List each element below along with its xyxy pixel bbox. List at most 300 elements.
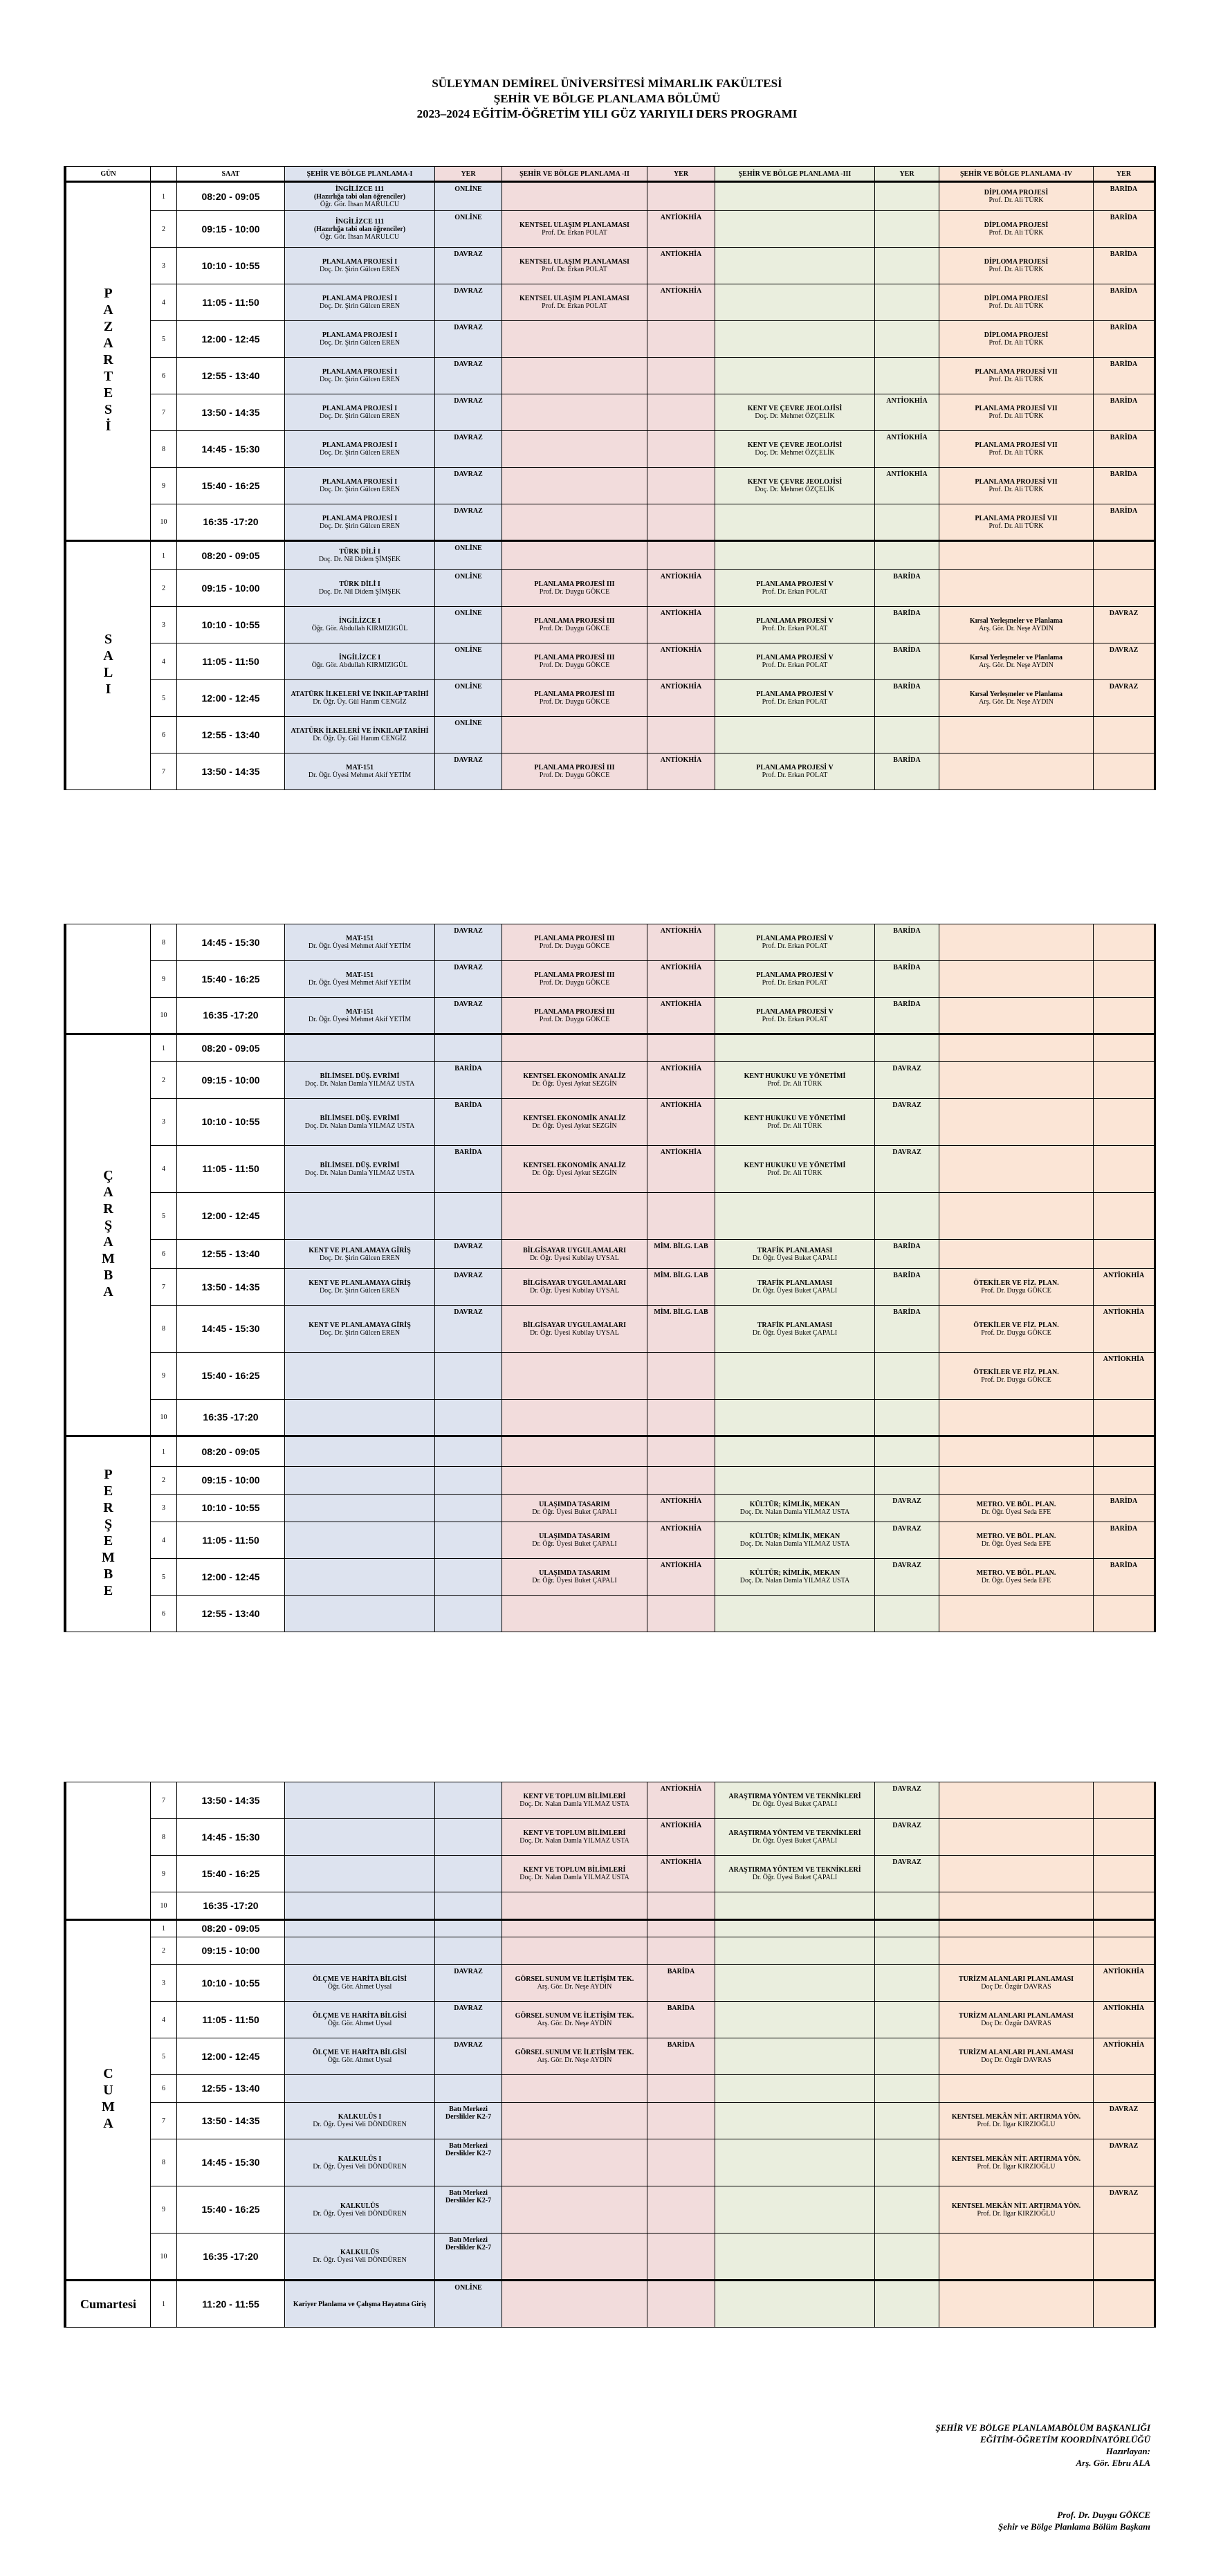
instructor-name: Doç. Dr. Nalan Damla YILMAZ USTA bbox=[519, 1837, 629, 1845]
course-name: PLANLAMA PROJESİ I bbox=[322, 514, 398, 522]
footer-line-3: Hazırlayan: bbox=[1105, 2446, 1150, 2456]
course-cell-1 bbox=[285, 211, 435, 248]
instructor-name: Prof. Dr. Duygu GÖKCE bbox=[539, 979, 610, 987]
place-cell-4 bbox=[1094, 570, 1155, 607]
place-cell-1: DAVRAZ bbox=[435, 394, 502, 431]
instructor-name: Doç. Dr. Şirin Gülcen EREN bbox=[319, 1254, 401, 1262]
place-cell-1 bbox=[435, 1353, 502, 1400]
course-cell-3 bbox=[715, 2002, 875, 2038]
place-cell-3 bbox=[875, 182, 939, 211]
course-name: TRAFİK PLANLAMASI bbox=[757, 1321, 833, 1329]
course-cell-2 bbox=[502, 431, 647, 468]
course-cell-4 bbox=[939, 1920, 1094, 1937]
course-cell-3 bbox=[715, 284, 875, 321]
place-cell-2 bbox=[647, 717, 715, 753]
place-cell-1: BARİDA bbox=[435, 1099, 502, 1146]
course-cell-2 bbox=[502, 1436, 647, 1467]
course-cell-4 bbox=[939, 2186, 1094, 2234]
place-cell-3: ANTİOKHİA bbox=[875, 468, 939, 504]
table-row bbox=[66, 358, 1155, 394]
slot-number: 6 bbox=[151, 2075, 177, 2103]
course-cell-2 bbox=[502, 1240, 647, 1269]
slot-number: 7 bbox=[151, 1269, 177, 1306]
course-name: METRO. VE BÖL. PLAN. bbox=[976, 1500, 1056, 1508]
place-cell-3: DAVRAZ bbox=[875, 1522, 939, 1559]
time-slot: 14:45 - 15:30 bbox=[177, 1819, 285, 1856]
slot-number: 7 bbox=[151, 1782, 177, 1819]
course-cell-1 bbox=[285, 1920, 435, 1937]
place-cell-1: DAVRAZ bbox=[435, 1240, 502, 1269]
course-cell-3 bbox=[715, 1400, 875, 1436]
instructor-name: Prof. Dr. Duygu GÖKCE bbox=[539, 625, 610, 632]
course-name: KENTSEL MEKÂN NİT. ARTIRMA YÖN. bbox=[951, 2155, 1081, 2163]
slot-number: 3 bbox=[151, 1495, 177, 1522]
course-name: KENTSEL EKONOMİK ANALİZ bbox=[523, 1072, 626, 1080]
course-name: ÖLÇME VE HARİTA BİLGİSİ bbox=[312, 1975, 407, 1983]
place-cell-1 bbox=[435, 1892, 502, 1920]
course-cell-3 bbox=[715, 182, 875, 211]
place-cell-4 bbox=[1094, 1819, 1155, 1856]
course-cell-2 bbox=[502, 321, 647, 358]
course-name: İNGİLİZCE I bbox=[338, 617, 381, 625]
table-row bbox=[66, 717, 1155, 753]
course-cell-3 bbox=[715, 1892, 875, 1920]
place-cell-3: DAVRAZ bbox=[875, 1146, 939, 1193]
place-cell-4: BARİDA bbox=[1094, 394, 1155, 431]
instructor-name: Prof. Dr. Duygu GÖKCE bbox=[981, 1287, 1051, 1295]
table-row bbox=[66, 211, 1155, 248]
place-cell-2 bbox=[647, 1596, 715, 1632]
course-name: BİLİMSEL DÜŞ. EVRİMİ bbox=[320, 1114, 400, 1122]
course-cell-4 bbox=[939, 2002, 1094, 2038]
place-cell-2: ANTİOKHİA bbox=[647, 1062, 715, 1099]
slot-number: 9 bbox=[151, 2186, 177, 2234]
course-cell-2 bbox=[502, 1400, 647, 1436]
time-slot: 11:05 - 11:50 bbox=[177, 2002, 285, 2038]
place-cell-2: ANTİOKHİA bbox=[647, 570, 715, 607]
instructor-name: Doç. Dr. Şirin Gülcen EREN bbox=[319, 339, 401, 347]
place-cell-1: ONLİNE bbox=[435, 570, 502, 607]
course-cell-2 bbox=[502, 182, 647, 211]
course-cell-1 bbox=[285, 1965, 435, 2002]
place-cell-2 bbox=[647, 504, 715, 541]
course-cell-2 bbox=[502, 2103, 647, 2139]
course-name: PLANLAMA PROJESİ VII bbox=[975, 441, 1058, 449]
course-cell-4 bbox=[939, 2234, 1094, 2281]
instructor-name: Arş. Gör. Dr. Neşe AYDIN bbox=[979, 661, 1054, 669]
course-cell-1 bbox=[285, 2139, 435, 2186]
day-name: SALI bbox=[100, 631, 116, 698]
instructor-name: Dr. Öğr. Üyesi Kubilay UYSAL bbox=[530, 1328, 619, 1337]
course-cell-1 bbox=[285, 358, 435, 394]
place-cell-2: ANTİOKHİA bbox=[647, 1819, 715, 1856]
place-cell-2 bbox=[647, 1353, 715, 1400]
place-cell-2: MİM. BİLG. LAB bbox=[647, 1269, 715, 1306]
table-row bbox=[66, 1596, 1155, 1632]
course-cell-4 bbox=[939, 2281, 1094, 2328]
table-row bbox=[66, 1034, 1155, 1062]
time-slot: 14:45 - 15:30 bbox=[177, 2139, 285, 2186]
course-cell-2 bbox=[502, 1467, 647, 1495]
column-header-row bbox=[66, 167, 1155, 182]
instructor-name: Dr. Öğr. Üyesi Veli DÖNDÜREN bbox=[313, 2121, 407, 2128]
place-cell-1: ONLİNE bbox=[435, 211, 502, 248]
place-cell-4 bbox=[1094, 753, 1155, 790]
course-name: KENT HUKUKU VE YÖNETİMİ bbox=[744, 1161, 846, 1169]
course-cell-4 bbox=[939, 1034, 1094, 1062]
course-cell-2 bbox=[502, 2186, 647, 2234]
course-name: TÜRK DİLİ I bbox=[339, 581, 380, 588]
place-cell-3 bbox=[875, 1034, 939, 1062]
instructor-name: Prof. Dr. Duygu GÖKCE bbox=[539, 942, 610, 950]
table-row bbox=[66, 961, 1155, 998]
course-name: Kırsal Yerleşmeler ve Planlama bbox=[969, 691, 1063, 698]
course-name: PLANLAMA PROJESİ V bbox=[756, 971, 834, 979]
course-cell-2 bbox=[502, 211, 647, 248]
instructor-name: Doç. Dr. Şirin Gülcen EREN bbox=[319, 266, 401, 273]
place-cell-3: BARİDA bbox=[875, 680, 939, 717]
course-name: PLANLAMA PROJESİ I bbox=[322, 478, 398, 486]
instructor-name: Prof. Dr. Ali TÜRK bbox=[988, 266, 1044, 273]
place-cell-3: DAVRAZ bbox=[875, 1062, 939, 1099]
table-row bbox=[66, 998, 1155, 1034]
course-cell-1 bbox=[285, 1559, 435, 1596]
course-name: ATATÜRK İLKELERİ VE İNKILAP TARİHİ bbox=[291, 691, 429, 698]
instructor-name: Doç Dr. Özgür DAVRAS bbox=[981, 2056, 1051, 2064]
slot-number: 3 bbox=[151, 248, 177, 284]
course-name: PLANLAMA PROJESİ VII bbox=[975, 478, 1058, 486]
instructor-name: Doç. Dr. Mehmet ÖZÇELİK bbox=[755, 412, 835, 420]
slot-number: 6 bbox=[151, 358, 177, 394]
time-slot: 12:00 - 12:45 bbox=[177, 2038, 285, 2075]
course-cell-4 bbox=[939, 1559, 1094, 1596]
course-cell-1 bbox=[285, 504, 435, 541]
course-cell-4 bbox=[939, 1782, 1094, 1819]
place-cell-2 bbox=[647, 431, 715, 468]
course-cell-1 bbox=[285, 431, 435, 468]
time-slot: 12:55 - 13:40 bbox=[177, 1596, 285, 1632]
course-cell-4 bbox=[939, 248, 1094, 284]
place-cell-4 bbox=[1094, 1034, 1155, 1062]
course-name: KENTSEL EKONOMİK ANALİZ bbox=[523, 1161, 626, 1169]
instructor-name: Dr. Öğr. Üyesi Kubilay UYSAL bbox=[530, 1287, 619, 1295]
course-name: KENTSEL ULAŞIM PLANLAMASI bbox=[519, 295, 629, 302]
course-name: KENT VE TOPLUM BİLİMLERİ bbox=[523, 1793, 626, 1800]
course-cell-3 bbox=[715, 753, 875, 790]
instructor-name: Doç. Dr. Mehmet ÖZÇELİK bbox=[755, 449, 835, 457]
course-cell-4 bbox=[939, 2103, 1094, 2139]
course-name: KENT VE ÇEVRE JEOLOJİSİ bbox=[747, 478, 843, 486]
course-cell-3 bbox=[715, 2139, 875, 2186]
instructor-name: Öğr. Gör. Ahmet Uysal bbox=[327, 1983, 392, 1991]
course-name: TURİZM ALANLARI PLANLAMASI bbox=[958, 1975, 1074, 1983]
place-cell-4: BARİDA bbox=[1094, 248, 1155, 284]
table-row bbox=[66, 570, 1155, 607]
place-cell-4 bbox=[1094, 717, 1155, 753]
time-slot: 16:35 -17:20 bbox=[177, 2234, 285, 2281]
place-cell-2: BARİDA bbox=[647, 2002, 715, 2038]
slot-number: 6 bbox=[151, 717, 177, 753]
course-cell-2 bbox=[502, 1596, 647, 1632]
course-cell-1 bbox=[285, 924, 435, 961]
course-cell-3 bbox=[715, 1062, 875, 1099]
table-row bbox=[66, 2075, 1155, 2103]
table-row bbox=[66, 1856, 1155, 1892]
instructor-name: Doç. Dr. Nalan Damla YILMAZ USTA bbox=[739, 1577, 850, 1584]
slot-number: 10 bbox=[151, 1400, 177, 1436]
course-cell-1 bbox=[285, 182, 435, 211]
day-cell bbox=[66, 1034, 151, 1436]
place-cell-3 bbox=[875, 2139, 939, 2186]
course-cell-2 bbox=[502, 1034, 647, 1062]
slot-number: 9 bbox=[151, 1353, 177, 1400]
table-row bbox=[66, 468, 1155, 504]
instructor-name: Prof. Dr. Ali TÜRK bbox=[988, 229, 1044, 237]
place-cell-4: ANTİOKHİA bbox=[1094, 1269, 1155, 1306]
place-cell-1 bbox=[435, 1436, 502, 1467]
slot-number: 1 bbox=[151, 1034, 177, 1062]
table-row bbox=[66, 394, 1155, 431]
place-cell-4: BARİDA bbox=[1094, 284, 1155, 321]
place-cell-1: DAVRAZ bbox=[435, 358, 502, 394]
time-slot: 09:15 - 10:00 bbox=[177, 570, 285, 607]
place-cell-2 bbox=[647, 2281, 715, 2328]
course-name: DİPLOMA PROJESİ bbox=[984, 221, 1049, 229]
course-cell-3 bbox=[715, 924, 875, 961]
signature-name: Prof. Dr. Duygu GÖKCE bbox=[1057, 2510, 1150, 2520]
course-cell-1 bbox=[285, 1596, 435, 1632]
course-cell-3 bbox=[715, 717, 875, 753]
schedule-page-3 bbox=[64, 1782, 1156, 2328]
table-row bbox=[66, 541, 1155, 570]
instructor-name: Prof. Dr. Erkan POLAT bbox=[762, 698, 828, 706]
instructor-name: Dr. Öğr. Üyesi Buket ÇAPALI bbox=[752, 1254, 838, 1262]
time-slot: 09:15 - 10:00 bbox=[177, 211, 285, 248]
day-cell bbox=[66, 1436, 151, 1632]
time-slot: 12:55 - 13:40 bbox=[177, 358, 285, 394]
instructor-name: Dr. Öğr. Üyesi Buket ÇAPALI bbox=[752, 1874, 838, 1881]
course-cell-1 bbox=[285, 2281, 435, 2328]
course-cell-2 bbox=[502, 1193, 647, 1240]
instructor-name: Arş. Gör. Dr. Neşe AYDIN bbox=[979, 698, 1054, 706]
place-cell-4 bbox=[1094, 1146, 1155, 1193]
course-name: KALKULÜS bbox=[340, 2202, 380, 2210]
place-cell-4: BARİDA bbox=[1094, 211, 1155, 248]
instructor-name: Doç. Dr. Nalan Damla YILMAZ USTA bbox=[304, 1122, 415, 1130]
course-name: MAT-151 bbox=[346, 764, 374, 771]
department-title: ŞEHİR VE BÖLGE PLANLAMA BÖLÜMÜ bbox=[493, 92, 721, 105]
course-cell-3 bbox=[715, 468, 875, 504]
time-slot: 09:15 - 10:00 bbox=[177, 1467, 285, 1495]
time-slot: 12:55 - 13:40 bbox=[177, 1240, 285, 1269]
place-cell-4 bbox=[1094, 1467, 1155, 1495]
course-cell-3 bbox=[715, 431, 875, 468]
schedule-page-1 bbox=[64, 166, 1156, 790]
slot-number: 6 bbox=[151, 1596, 177, 1632]
place-cell-3 bbox=[875, 2186, 939, 2234]
course-cell-4 bbox=[939, 1353, 1094, 1400]
table-row bbox=[66, 1306, 1155, 1353]
course-name: KENTSEL MEKÂN NİT. ARTIRMA YÖN. bbox=[951, 2202, 1081, 2210]
place-cell-1 bbox=[435, 1937, 502, 1965]
course-name: PLANLAMA PROJESİ I bbox=[322, 405, 398, 412]
place-cell-4: DAVRAZ bbox=[1094, 643, 1155, 680]
course-name: PLANLAMA PROJESİ V bbox=[756, 691, 834, 698]
course-cell-1 bbox=[285, 1436, 435, 1467]
instructor-name: Doç. Dr. Nalan Damla YILMAZ USTA bbox=[519, 1874, 629, 1881]
course-cell-1 bbox=[285, 1856, 435, 1892]
place-cell-1: DAVRAZ bbox=[435, 248, 502, 284]
course-cell-2 bbox=[502, 570, 647, 607]
course-cell-2 bbox=[502, 2075, 647, 2103]
instructor-name: Dr. Öğr. Üyesi Aykut SEZGİN bbox=[532, 1080, 617, 1088]
slot-number: 8 bbox=[151, 2139, 177, 2186]
table-row bbox=[66, 1436, 1155, 1467]
place-cell-3: BARİDA bbox=[875, 607, 939, 643]
slot-number: 10 bbox=[151, 2234, 177, 2281]
place-cell-4: DAVRAZ bbox=[1094, 2103, 1155, 2139]
place-cell-3: DAVRAZ bbox=[875, 1856, 939, 1892]
place-cell-3 bbox=[875, 2075, 939, 2103]
course-cell-3 bbox=[715, 504, 875, 541]
course-cell-3 bbox=[715, 1920, 875, 1937]
course-cell-1 bbox=[285, 1819, 435, 1856]
place-cell-1 bbox=[435, 1596, 502, 1632]
time-slot: 08:20 - 09:05 bbox=[177, 1920, 285, 1937]
course-name: PLANLAMA PROJESİ III bbox=[534, 971, 615, 979]
course-name: PLANLAMA PROJESİ III bbox=[534, 617, 615, 625]
instructor-name: Prof. Dr. Duygu GÖKCE bbox=[539, 698, 610, 706]
time-slot: 13:50 - 14:35 bbox=[177, 1782, 285, 1819]
place-cell-3: BARİDA bbox=[875, 998, 939, 1034]
course-name: ARAŞTIRMA YÖNTEM VE TEKNİKLERİ bbox=[728, 1829, 861, 1837]
course-name: BİLGİSAYAR UYGULAMALARI bbox=[522, 1246, 626, 1254]
place-cell-4: BARİDA bbox=[1094, 431, 1155, 468]
place-cell-3 bbox=[875, 2002, 939, 2038]
course-cell-4 bbox=[939, 1193, 1094, 1240]
time-slot: 12:55 - 13:40 bbox=[177, 717, 285, 753]
place-cell-2 bbox=[647, 2186, 715, 2234]
place-cell-4: BARİDA bbox=[1094, 182, 1155, 211]
course-cell-1 bbox=[285, 2038, 435, 2075]
course-cell-3 bbox=[715, 1856, 875, 1892]
course-name: DİPLOMA PROJESİ bbox=[984, 295, 1049, 302]
slot-number: 8 bbox=[151, 924, 177, 961]
place-cell-4 bbox=[1094, 1436, 1155, 1467]
course-cell-4 bbox=[939, 1240, 1094, 1269]
course-name: ÖLÇME VE HARİTA BİLGİSİ bbox=[312, 2049, 407, 2056]
instructor-name: Doç. Dr. Şirin Gülcen EREN bbox=[319, 302, 401, 310]
course-name: KENTSEL ULAŞIM PLANLAMASI bbox=[519, 221, 629, 229]
course-cell-4 bbox=[939, 182, 1094, 211]
course-cell-1 bbox=[285, 1240, 435, 1269]
place-cell-3: ANTİOKHİA bbox=[875, 431, 939, 468]
time-slot: 13:50 - 14:35 bbox=[177, 394, 285, 431]
instructor-name: Doç. Dr. Şirin Gülcen EREN bbox=[319, 1287, 401, 1295]
slot-number: 4 bbox=[151, 1522, 177, 1559]
instructor-name: Prof. Dr. Ali TÜRK bbox=[988, 522, 1044, 530]
table-row bbox=[66, 1269, 1155, 1306]
place-cell-2 bbox=[647, 1937, 715, 1965]
slot-number: 10 bbox=[151, 504, 177, 541]
course-cell-4 bbox=[939, 998, 1094, 1034]
place-cell-2: ANTİOKHİA bbox=[647, 924, 715, 961]
course-cell-3 bbox=[715, 607, 875, 643]
course-cell-4 bbox=[939, 643, 1094, 680]
place-cell-3: BARİDA bbox=[875, 1306, 939, 1353]
instructor-name: Arş. Gör. Dr. Neşe AYDIN bbox=[537, 1983, 612, 1991]
course-cell-3 bbox=[715, 1965, 875, 2002]
table-row bbox=[66, 504, 1155, 541]
schedule-table bbox=[66, 924, 1155, 1632]
place-cell-3 bbox=[875, 248, 939, 284]
instructor-name: Prof. Dr. Duygu GÖKCE bbox=[981, 1376, 1051, 1384]
place-cell-1: Batı Merkezi Derslikler K2-7 bbox=[435, 2139, 502, 2186]
place-cell-3 bbox=[875, 284, 939, 321]
place-cell-2: ANTİOKHİA bbox=[647, 961, 715, 998]
course-cell-2 bbox=[502, 1269, 647, 1306]
course-cell-4 bbox=[939, 431, 1094, 468]
place-cell-1 bbox=[435, 1400, 502, 1436]
instructor-name: Dr. Öğr. Üy. Gül Hanım CENGİZ bbox=[313, 698, 407, 706]
time-slot: 08:20 - 09:05 bbox=[177, 541, 285, 570]
table-row bbox=[66, 1467, 1155, 1495]
course-cell-3 bbox=[715, 570, 875, 607]
place-cell-4 bbox=[1094, 1193, 1155, 1240]
col-day: GÜN bbox=[66, 167, 151, 182]
course-cell-2 bbox=[502, 1965, 647, 2002]
instructor-name: Dr. Öğr. Üyesi Mehmet Akif YETİM bbox=[308, 942, 412, 950]
place-cell-4: DAVRAZ bbox=[1094, 2186, 1155, 2234]
course-cell-4 bbox=[939, 1062, 1094, 1099]
course-name: Kariyer Planlama ve Çalışma Hayatına Giriş bbox=[293, 2300, 427, 2308]
course-cell-3 bbox=[715, 998, 875, 1034]
place-cell-4: BARİDA bbox=[1094, 504, 1155, 541]
time-slot: 15:40 - 16:25 bbox=[177, 1856, 285, 1892]
place-cell-3 bbox=[875, 1193, 939, 1240]
time-slot: 08:20 - 09:05 bbox=[177, 1034, 285, 1062]
course-cell-2 bbox=[502, 1782, 647, 1819]
course-cell-1 bbox=[285, 607, 435, 643]
place-cell-4: BARİDA bbox=[1094, 468, 1155, 504]
course-cell-3 bbox=[715, 321, 875, 358]
course-name: PLANLAMA PROJESİ I bbox=[322, 258, 398, 266]
course-name: PLANLAMA PROJESİ I bbox=[322, 441, 398, 449]
instructor-name: Arş. Gör. Dr. Neşe AYDIN bbox=[537, 2020, 612, 2027]
course-name: KENT VE PLANLAMAYA GİRİŞ bbox=[309, 1246, 411, 1254]
slot-number: 1 bbox=[151, 541, 177, 570]
course-name: PLANLAMA PROJESİ III bbox=[534, 691, 615, 698]
course-cell-4 bbox=[939, 924, 1094, 961]
course-cell-2 bbox=[502, 1306, 647, 1353]
slot-number: 3 bbox=[151, 1099, 177, 1146]
place-cell-4 bbox=[1094, 961, 1155, 998]
course-cell-4 bbox=[939, 1400, 1094, 1436]
course-name: PLANLAMA PROJESİ V bbox=[756, 654, 834, 661]
place-cell-1: DAVRAZ bbox=[435, 431, 502, 468]
instructor-name: Prof. Dr. Ali TÜRK bbox=[988, 339, 1044, 347]
day-cell bbox=[66, 1782, 151, 1920]
place-cell-3: BARİDA bbox=[875, 961, 939, 998]
place-cell-1: ONLİNE bbox=[435, 643, 502, 680]
signature-title: Şehir ve Bölge Planlama Bölüm Başkanı bbox=[998, 2521, 1150, 2532]
instructor-name: Prof. Dr. Erkan POLAT bbox=[762, 942, 828, 950]
course-cell-2 bbox=[502, 924, 647, 961]
instructor-name: Dr. Öğr. Üyesi Buket ÇAPALI bbox=[752, 1287, 838, 1295]
time-slot: 12:00 - 12:45 bbox=[177, 1193, 285, 1240]
table-row bbox=[66, 924, 1155, 961]
instructor-name: Dr. Öğr. Üyesi Mehmet Akif YETİM bbox=[308, 1015, 412, 1023]
